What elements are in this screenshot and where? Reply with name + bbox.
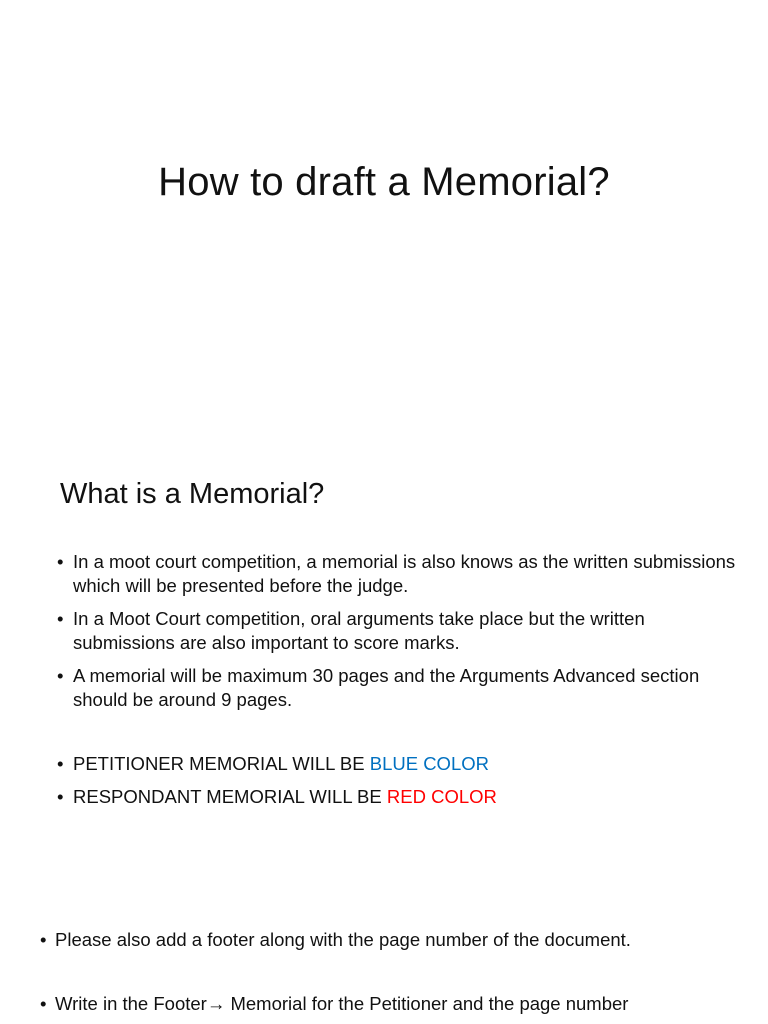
memorial-color-list <box>57 752 737 818</box>
bullet-icon: • <box>57 665 64 686</box>
petitioner-rule-text: PETITIONER MEMORIAL WILL BE <box>73 753 370 774</box>
slide-title: How to draft a Memorial? <box>158 160 610 204</box>
bullet-text: A memorial will be maximum 30 pages and the Arguments Advanced section should be around 9 pages. <box>73 665 700 710</box>
list-item <box>57 752 737 776</box>
bullet-icon: • <box>57 786 64 807</box>
footer-instruction <box>40 928 768 952</box>
section-heading: What is a Memorial? <box>60 478 325 510</box>
blue-color-highlight: BLUE COLOR <box>369 753 489 774</box>
bullet-icon: • <box>40 993 47 1014</box>
bullet-icon: • <box>57 608 64 629</box>
bullet-icon: • <box>40 929 47 950</box>
bullet-icon: • <box>57 551 64 572</box>
list-item <box>57 550 737 598</box>
respondant-rule-text: RESPONDANT MEMORIAL WILL BE <box>73 786 387 807</box>
bullet-icon: • <box>57 753 64 774</box>
footer-instruction-text: Please also add a footer along with the page number of the document. <box>55 929 631 950</box>
list-item <box>57 664 737 712</box>
arrow-right-icon: → <box>206 993 226 1014</box>
list-item <box>57 785 737 809</box>
footer-content-text-end: Memorial for the Petitioner and the page number <box>225 993 629 1014</box>
red-color-highlight: RED COLOR <box>386 786 497 807</box>
list-item <box>57 607 737 655</box>
footer-content-text-start: Write in the Footer <box>55 993 207 1014</box>
bullet-text: In a Moot Court competition, oral arguments take place but the written submissions are also important to score marks. <box>73 608 645 653</box>
memorial-definition-list <box>57 550 737 721</box>
bullet-text: In a moot court competition, a memorial is also knows as the written submissions which will be presented before the judge. <box>73 551 736 596</box>
footer-content-instruction <box>40 992 768 1016</box>
